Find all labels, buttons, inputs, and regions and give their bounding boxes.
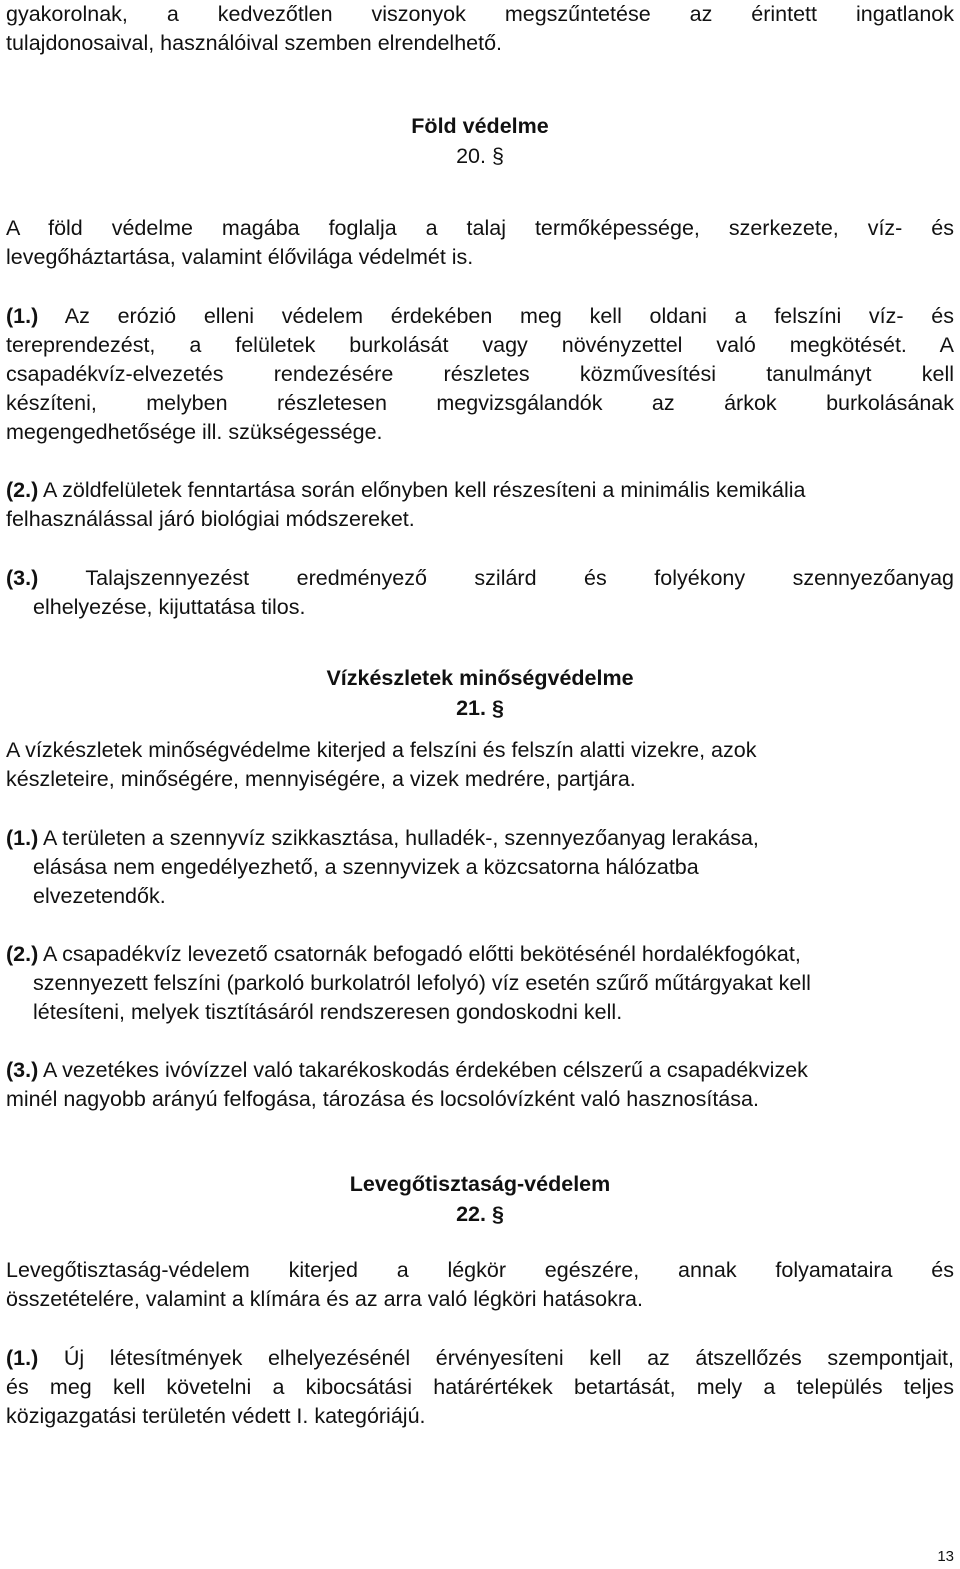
section-20-paragraph-2 <box>6 476 954 534</box>
paragraph-number: (1.) <box>6 826 39 850</box>
section-21-paragraph-2 <box>6 940 954 1027</box>
text-line: felhasználással járó biológiai módszereket. <box>6 507 415 531</box>
text-line: szennyezett felszíni (parkoló burkolatról lefolyó) víz esetén szűrő műtárgyakat kell <box>33 971 811 995</box>
section-22-number: 22. § <box>456 1202 504 1226</box>
text-line: Talajszennyezést eredményező szilárd és folyékony szennyezőanyag <box>85 566 954 590</box>
text-line: A területen a szennyvíz szikkasztása, hulladék-, szennyezőanyag lerakása, <box>43 826 759 850</box>
section-22-paragraph-1 <box>6 1344 954 1431</box>
text-line: csapadékvíz-elvezetés rendezésére részletes közművesítési tanulmányt kell <box>6 362 954 386</box>
paragraph-number: (1.) <box>6 304 39 328</box>
section-22-lead <box>6 1256 954 1314</box>
text-line: létesíteni, melyek tisztításáról rendszeresen gondoskodni kell. <box>33 1000 623 1024</box>
text-line: levegőháztartása, valamint élővilága védelmét is. <box>6 245 474 269</box>
section-20-number: 20. § <box>456 144 504 168</box>
section-21-paragraph-1 <box>6 824 954 911</box>
paragraph-number: (1.) <box>6 1346 39 1370</box>
text-line: A csapadékvíz levezető csatornák befogadó előtti bekötésénél hordalékfogókat, <box>43 942 801 966</box>
intro-paragraph <box>6 0 954 58</box>
section-20-lead <box>6 214 954 272</box>
text-line: A zöldfelületek fenntartása során előnyben kell részesíteni a minimális kemikália <box>43 478 806 502</box>
section-20-paragraph-1 <box>6 302 954 447</box>
text-line: Az erózió elleni védelem érdekében meg kell oldani a felszíni víz- és <box>64 304 954 328</box>
section-21-number: 21. § <box>456 696 504 720</box>
text-line: megengedhetősége ill. szükségessége. <box>6 420 383 444</box>
text-line: készleteire, minőségére, mennyiségére, a vizek medrére, partjára. <box>6 767 636 791</box>
paragraph-number: (2.) <box>6 478 39 502</box>
section-20-title: Föld védelme <box>411 114 549 138</box>
section-22-title: Levegőtisztaság-védelem <box>349 1172 611 1196</box>
paragraph-number: (3.) <box>6 566 39 590</box>
text-line: elvezetendők. <box>33 884 166 908</box>
text-line: tulajdonosaival, használóival szemben elrendelhető. <box>6 31 503 55</box>
text-line: készíteni, melyben részletesen megvizsgálandók az árkok burkolásának <box>6 391 954 415</box>
page-number: 13 <box>937 1548 954 1565</box>
section-21-lead <box>6 736 954 794</box>
text-line: gyakorolnak, a kedvezőtlen viszonyok megszűntetése az érintett ingatlanok <box>6 2 954 26</box>
text-line: Új létesítmények elhelyezésénél érvényesíteni kell az átszellőzés szempontjait, <box>63 1346 954 1370</box>
paragraph-number: (2.) <box>6 942 39 966</box>
text-line: A vezetékes ivóvízzel való takarékoskodás érdekében célszerű a csapadékvizek <box>43 1058 808 1082</box>
text-line: és meg kell követelni a kibocsátási határértékek betartását, mely a település teljes <box>6 1375 954 1399</box>
text-line: minél nagyobb arányú felfogása, tározása és locsolóvízként való hasznosítása. <box>6 1087 759 1111</box>
text-line: A föld védelme magába foglalja a talaj termőképessége, szerkezete, víz- és <box>6 216 954 240</box>
text-line: közigazgatási területén védett I. kategóriájú. <box>6 1404 426 1428</box>
text-line: tereprendezést, a felületek burkolását vagy növényzettel való megkötését. A <box>6 333 954 357</box>
text-line: összetételére, valamint a klímára és az arra való légköri hatásokra. <box>6 1287 643 1311</box>
text-line: elhelyezése, kijuttatása tilos. <box>33 595 306 619</box>
text-line: elásása nem engedélyezhető, a szennyvizek a közcsatorna hálózatba <box>33 855 699 879</box>
section-21-paragraph-3 <box>6 1056 954 1114</box>
section-20-paragraph-3 <box>6 564 954 622</box>
text-line: A vízkészletek minőségvédelme kiterjed a felszíni és felszín alatti vizekre, azok <box>6 738 757 762</box>
paragraph-number: (3.) <box>6 1058 39 1082</box>
section-21-title: Vízkészletek minőségvédelme <box>326 666 634 690</box>
text-line: Levegőtisztaság-védelem kiterjed a légkör egészére, annak folyamataira és <box>6 1258 954 1282</box>
